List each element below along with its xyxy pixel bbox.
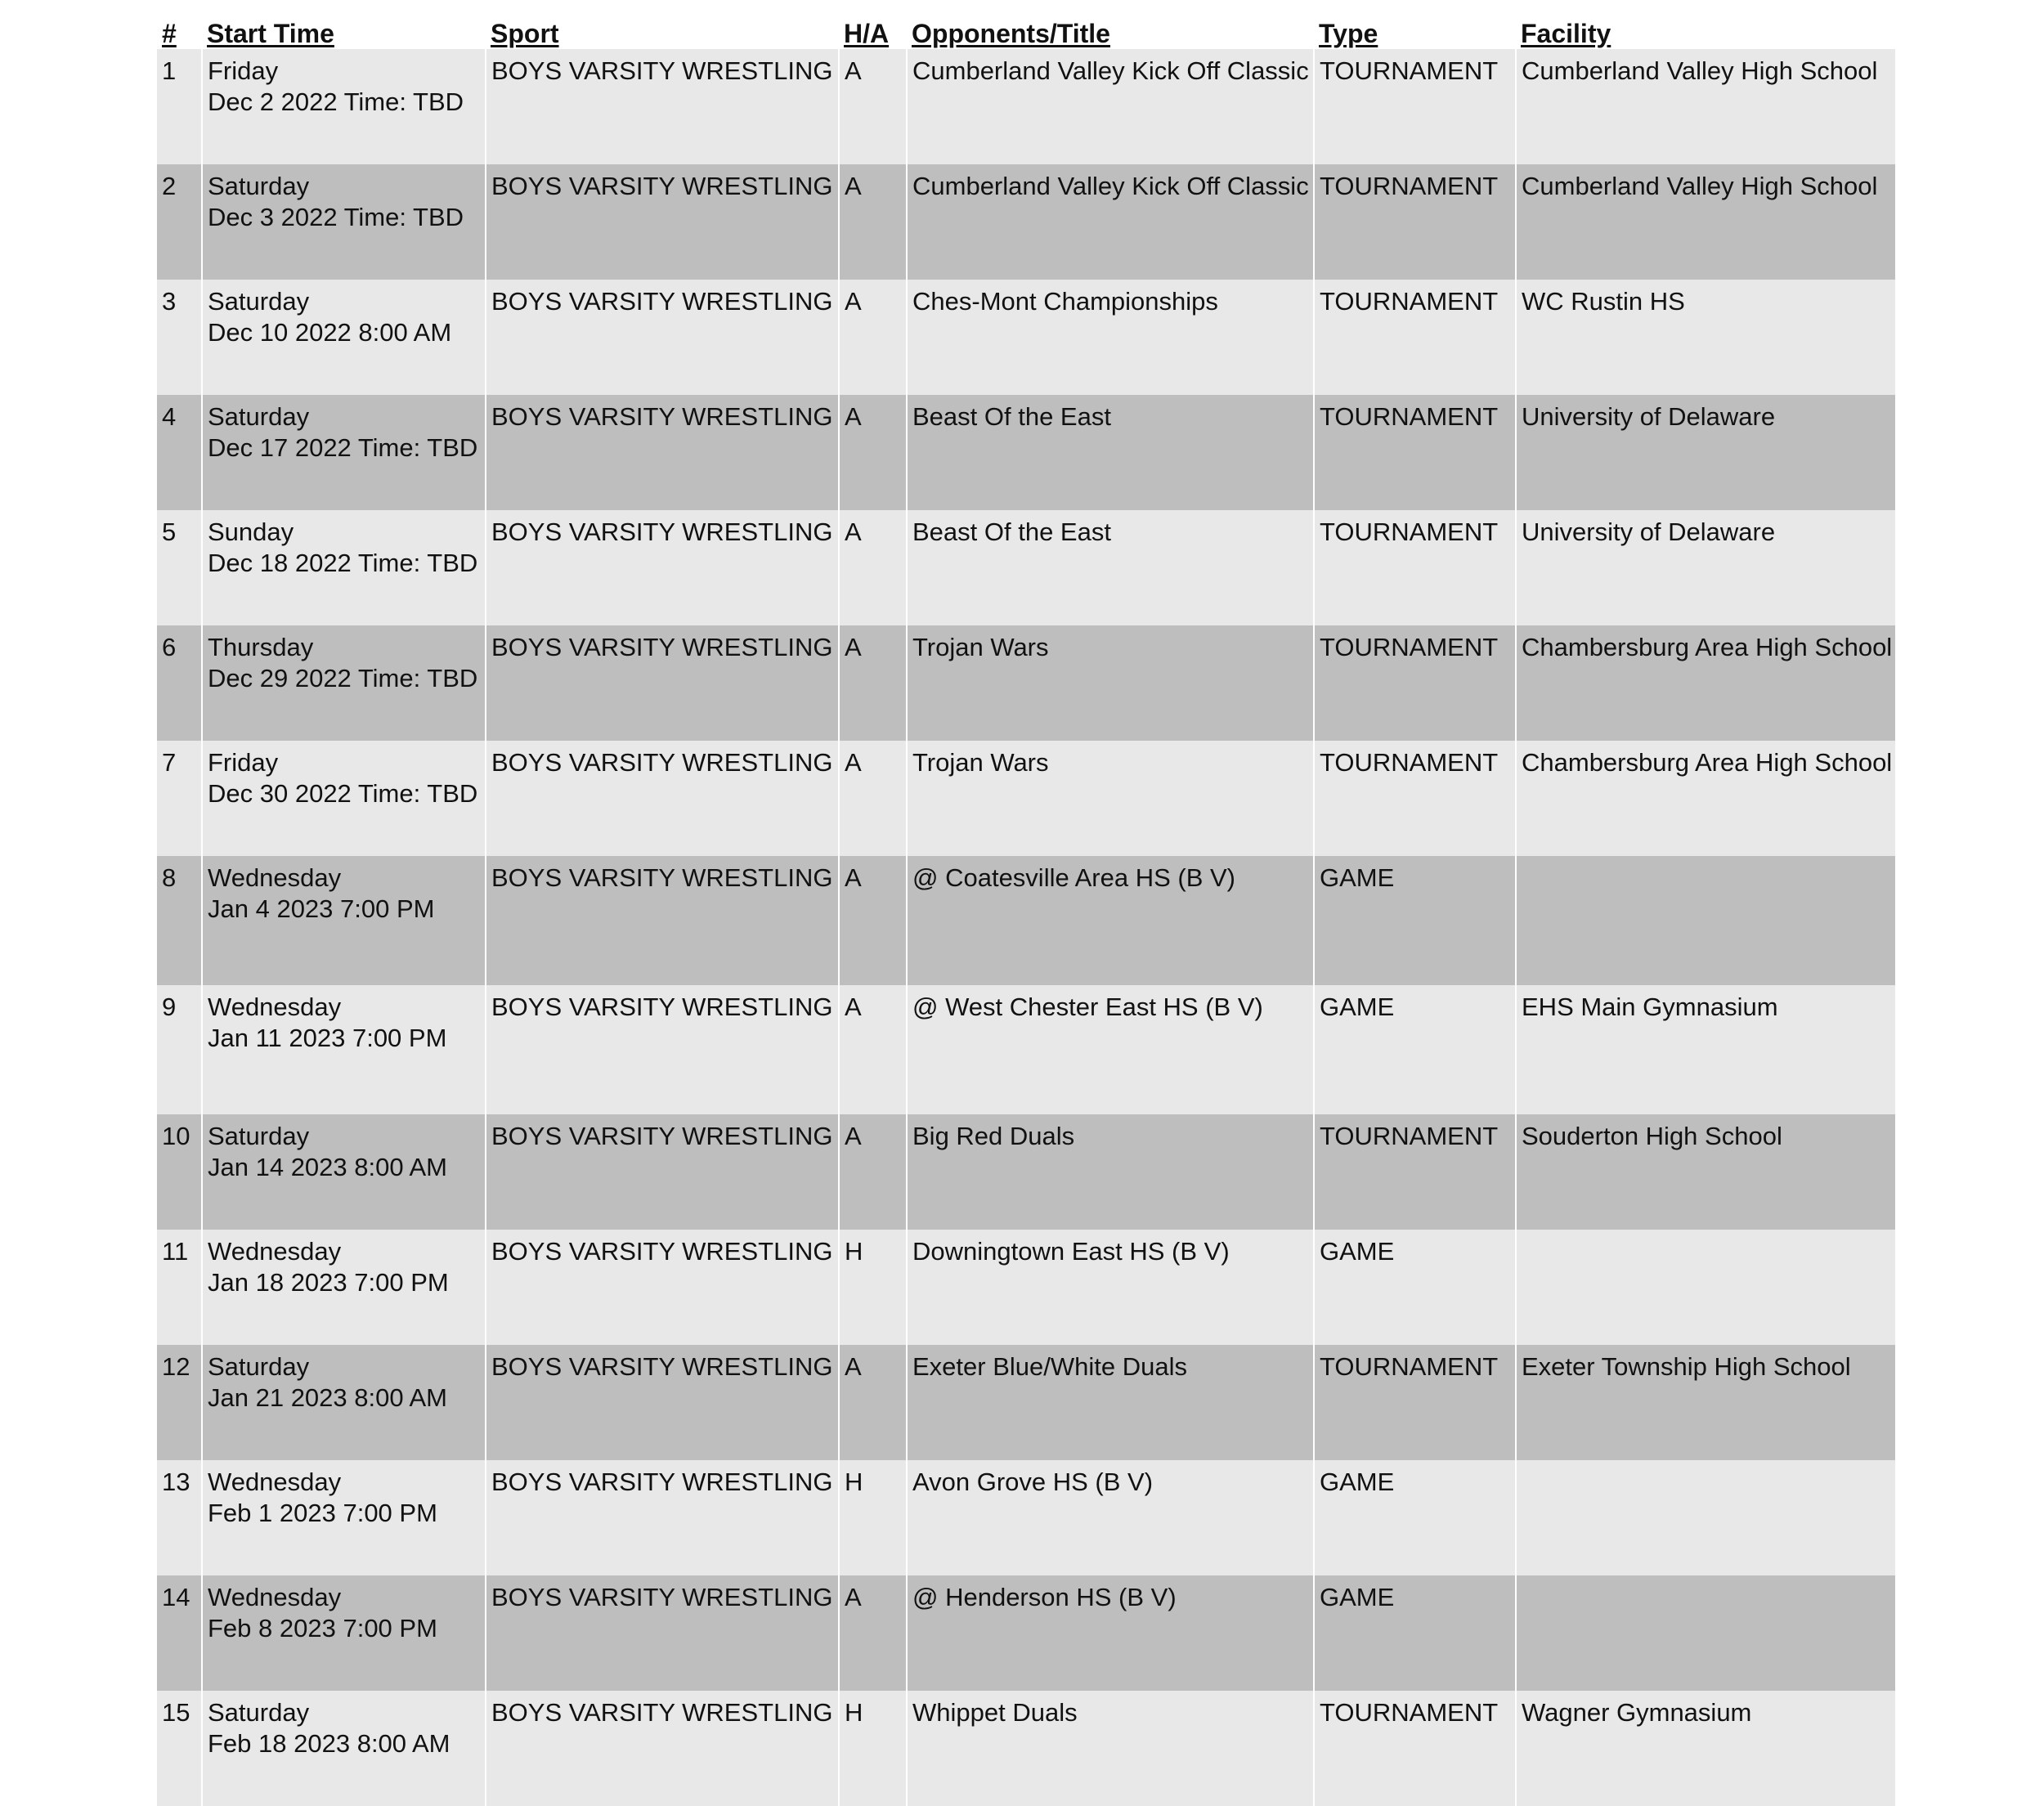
start-date: Dec 18 2022 Time: TBD bbox=[208, 549, 478, 577]
home-away-cell: A bbox=[839, 1114, 907, 1230]
home-away-cell: A bbox=[839, 395, 907, 510]
start-date: Jan 18 2023 7:00 PM bbox=[208, 1268, 449, 1297]
type-cell: TOURNAMENT bbox=[1314, 1345, 1516, 1460]
start-date: Jan 11 2023 7:00 PM bbox=[208, 1024, 447, 1052]
row-number: 12 bbox=[157, 1345, 202, 1460]
table-header bbox=[157, 0, 1895, 49]
home-away-cell: A bbox=[839, 741, 907, 856]
sport-cell: BOYS VARSITY WRESTLING bbox=[486, 395, 839, 510]
table-row bbox=[157, 1691, 1895, 1806]
sport-cell: BOYS VARSITY WRESTLING bbox=[486, 856, 839, 985]
home-away-cell: A bbox=[839, 164, 907, 280]
start-time-cell bbox=[202, 1460, 486, 1575]
start-date: Dec 3 2022 Time: TBD bbox=[208, 203, 464, 231]
row-number: 1 bbox=[157, 49, 202, 164]
sport-cell: BOYS VARSITY WRESTLING bbox=[486, 625, 839, 741]
start-day: Saturday bbox=[208, 1698, 310, 1727]
start-time-cell bbox=[202, 1575, 486, 1691]
start-time-cell bbox=[202, 741, 486, 856]
facility-cell: Chambersburg Area High School bbox=[1516, 625, 1895, 741]
sport-cell: BOYS VARSITY WRESTLING bbox=[486, 1345, 839, 1460]
start-time-cell bbox=[202, 1114, 486, 1230]
start-date: Dec 17 2022 Time: TBD bbox=[208, 433, 478, 462]
start-day: Sunday bbox=[208, 518, 294, 546]
header-opponents: Opponents/Title bbox=[907, 0, 1314, 49]
row-number: 7 bbox=[157, 741, 202, 856]
home-away-cell: H bbox=[839, 1691, 907, 1806]
row-number: 4 bbox=[157, 395, 202, 510]
facility-cell bbox=[1516, 1230, 1895, 1345]
home-away-cell: A bbox=[839, 625, 907, 741]
start-day: Saturday bbox=[208, 1122, 310, 1150]
header-facility: Facility bbox=[1516, 0, 1895, 49]
table-row bbox=[157, 741, 1895, 856]
table-row bbox=[157, 625, 1895, 741]
start-day: Thursday bbox=[208, 633, 314, 661]
sport-cell: BOYS VARSITY WRESTLING bbox=[486, 1230, 839, 1345]
type-cell: TOURNAMENT bbox=[1314, 395, 1516, 510]
facility-cell bbox=[1516, 1460, 1895, 1575]
sport-cell: BOYS VARSITY WRESTLING bbox=[486, 280, 839, 395]
sport-cell: BOYS VARSITY WRESTLING bbox=[486, 1114, 839, 1230]
facility-cell: Cumberland Valley High School bbox=[1516, 49, 1895, 164]
header-home-away: H/A bbox=[839, 0, 907, 49]
start-day: Friday bbox=[208, 748, 279, 777]
start-time-cell bbox=[202, 510, 486, 625]
type-cell: TOURNAMENT bbox=[1314, 280, 1516, 395]
row-number: 10 bbox=[157, 1114, 202, 1230]
opponents-cell: Big Red Duals bbox=[907, 1114, 1314, 1230]
facility-cell bbox=[1516, 1575, 1895, 1691]
sport-cell: BOYS VARSITY WRESTLING bbox=[486, 1575, 839, 1691]
start-date: Dec 30 2022 Time: TBD bbox=[208, 779, 478, 808]
header-sport: Sport bbox=[486, 0, 839, 49]
opponents-cell: Ches-Mont Championships bbox=[907, 280, 1314, 395]
table-row bbox=[157, 49, 1895, 164]
start-day: Saturday bbox=[208, 402, 310, 431]
row-number: 8 bbox=[157, 856, 202, 985]
facility-cell: Souderton High School bbox=[1516, 1114, 1895, 1230]
row-number: 9 bbox=[157, 985, 202, 1114]
type-cell: TOURNAMENT bbox=[1314, 49, 1516, 164]
opponents-cell: Exeter Blue/White Duals bbox=[907, 1345, 1314, 1460]
home-away-cell: A bbox=[839, 856, 907, 985]
type-cell: GAME bbox=[1314, 985, 1516, 1114]
opponents-cell: Cumberland Valley Kick Off Classic bbox=[907, 49, 1314, 164]
start-time-cell bbox=[202, 164, 486, 280]
row-number: 14 bbox=[157, 1575, 202, 1691]
schedule-table bbox=[157, 0, 1895, 1806]
start-date: Jan 14 2023 8:00 AM bbox=[208, 1153, 448, 1181]
table-row bbox=[157, 1230, 1895, 1345]
header-type: Type bbox=[1314, 0, 1516, 49]
table-row bbox=[157, 395, 1895, 510]
type-cell: TOURNAMENT bbox=[1314, 1691, 1516, 1806]
opponents-cell: Downingtown East HS (B V) bbox=[907, 1230, 1314, 1345]
home-away-cell: A bbox=[839, 985, 907, 1114]
sport-cell: BOYS VARSITY WRESTLING bbox=[486, 510, 839, 625]
opponents-cell: @ West Chester East HS (B V) bbox=[907, 985, 1314, 1114]
sport-cell: BOYS VARSITY WRESTLING bbox=[486, 741, 839, 856]
start-date: Dec 10 2022 8:00 AM bbox=[208, 318, 452, 347]
row-number: 3 bbox=[157, 280, 202, 395]
facility-cell: EHS Main Gymnasium bbox=[1516, 985, 1895, 1114]
sport-cell: BOYS VARSITY WRESTLING bbox=[486, 985, 839, 1114]
table-row bbox=[157, 164, 1895, 280]
start-date: Dec 2 2022 Time: TBD bbox=[208, 87, 464, 116]
facility-cell: University of Delaware bbox=[1516, 510, 1895, 625]
start-day: Wednesday bbox=[208, 1583, 342, 1611]
start-time-cell bbox=[202, 625, 486, 741]
start-time-cell bbox=[202, 1345, 486, 1460]
type-cell: TOURNAMENT bbox=[1314, 741, 1516, 856]
home-away-cell: H bbox=[839, 1460, 907, 1575]
type-cell: TOURNAMENT bbox=[1314, 625, 1516, 741]
type-cell: TOURNAMENT bbox=[1314, 1114, 1516, 1230]
table-body bbox=[157, 49, 1895, 1806]
sport-cell: BOYS VARSITY WRESTLING bbox=[486, 164, 839, 280]
opponents-cell: @ Henderson HS (B V) bbox=[907, 1575, 1314, 1691]
sport-cell: BOYS VARSITY WRESTLING bbox=[486, 1460, 839, 1575]
start-date: Feb 1 2023 7:00 PM bbox=[208, 1499, 437, 1527]
table-row bbox=[157, 1460, 1895, 1575]
type-cell: TOURNAMENT bbox=[1314, 510, 1516, 625]
start-time-cell bbox=[202, 1691, 486, 1806]
start-time-cell bbox=[202, 49, 486, 164]
row-number: 2 bbox=[157, 164, 202, 280]
type-cell: GAME bbox=[1314, 1575, 1516, 1691]
start-date: Jan 4 2023 7:00 PM bbox=[208, 894, 435, 923]
row-number: 6 bbox=[157, 625, 202, 741]
facility-cell: WC Rustin HS bbox=[1516, 280, 1895, 395]
header-number: # bbox=[157, 0, 202, 49]
opponents-cell: Beast Of the East bbox=[907, 395, 1314, 510]
sport-cell: BOYS VARSITY WRESTLING bbox=[486, 1691, 839, 1806]
facility-cell: Cumberland Valley High School bbox=[1516, 164, 1895, 280]
facility-cell: Wagner Gymnasium bbox=[1516, 1691, 1895, 1806]
type-cell: GAME bbox=[1314, 1460, 1516, 1575]
facility-cell: Exeter Township High School bbox=[1516, 1345, 1895, 1460]
start-date: Feb 8 2023 7:00 PM bbox=[208, 1614, 437, 1642]
start-day: Friday bbox=[208, 56, 279, 85]
type-cell: GAME bbox=[1314, 856, 1516, 985]
row-number: 5 bbox=[157, 510, 202, 625]
start-day: Wednesday bbox=[208, 1237, 342, 1266]
start-time-cell bbox=[202, 985, 486, 1114]
start-date: Feb 18 2023 8:00 AM bbox=[208, 1729, 450, 1758]
type-cell: TOURNAMENT bbox=[1314, 164, 1516, 280]
home-away-cell: H bbox=[839, 1230, 907, 1345]
row-number: 11 bbox=[157, 1230, 202, 1345]
sport-cell: BOYS VARSITY WRESTLING bbox=[486, 49, 839, 164]
start-day: Wednesday bbox=[208, 863, 342, 892]
opponents-cell: Whippet Duals bbox=[907, 1691, 1314, 1806]
start-date: Jan 21 2023 8:00 AM bbox=[208, 1383, 448, 1412]
header-row bbox=[157, 0, 1895, 49]
opponents-cell: Cumberland Valley Kick Off Classic bbox=[907, 164, 1314, 280]
table-row bbox=[157, 1345, 1895, 1460]
table-row bbox=[157, 1114, 1895, 1230]
opponents-cell: Trojan Wars bbox=[907, 625, 1314, 741]
opponents-cell: @ Coatesville Area HS (B V) bbox=[907, 856, 1314, 985]
row-number: 15 bbox=[157, 1691, 202, 1806]
start-time-cell bbox=[202, 395, 486, 510]
home-away-cell: A bbox=[839, 1575, 907, 1691]
table-row bbox=[157, 510, 1895, 625]
facility-cell bbox=[1516, 856, 1895, 985]
start-time-cell bbox=[202, 1230, 486, 1345]
row-number: 13 bbox=[157, 1460, 202, 1575]
opponents-cell: Avon Grove HS (B V) bbox=[907, 1460, 1314, 1575]
start-day: Saturday bbox=[208, 1352, 310, 1381]
type-cell: GAME bbox=[1314, 1230, 1516, 1345]
table-row bbox=[157, 856, 1895, 985]
home-away-cell: A bbox=[839, 1345, 907, 1460]
facility-cell: Chambersburg Area High School bbox=[1516, 741, 1895, 856]
opponents-cell: Trojan Wars bbox=[907, 741, 1314, 856]
start-day: Wednesday bbox=[208, 993, 342, 1021]
start-day: Wednesday bbox=[208, 1468, 342, 1496]
home-away-cell: A bbox=[839, 49, 907, 164]
header-start-time: Start Time bbox=[202, 0, 486, 49]
opponents-cell: Beast Of the East bbox=[907, 510, 1314, 625]
start-day: Saturday bbox=[208, 172, 310, 200]
start-day: Saturday bbox=[208, 287, 310, 316]
facility-cell: University of Delaware bbox=[1516, 395, 1895, 510]
home-away-cell: A bbox=[839, 280, 907, 395]
start-date: Dec 29 2022 Time: TBD bbox=[208, 664, 478, 692]
table-row bbox=[157, 1575, 1895, 1691]
start-time-cell bbox=[202, 280, 486, 395]
table-row bbox=[157, 280, 1895, 395]
table-row bbox=[157, 985, 1895, 1114]
start-time-cell bbox=[202, 856, 486, 985]
home-away-cell: A bbox=[839, 510, 907, 625]
